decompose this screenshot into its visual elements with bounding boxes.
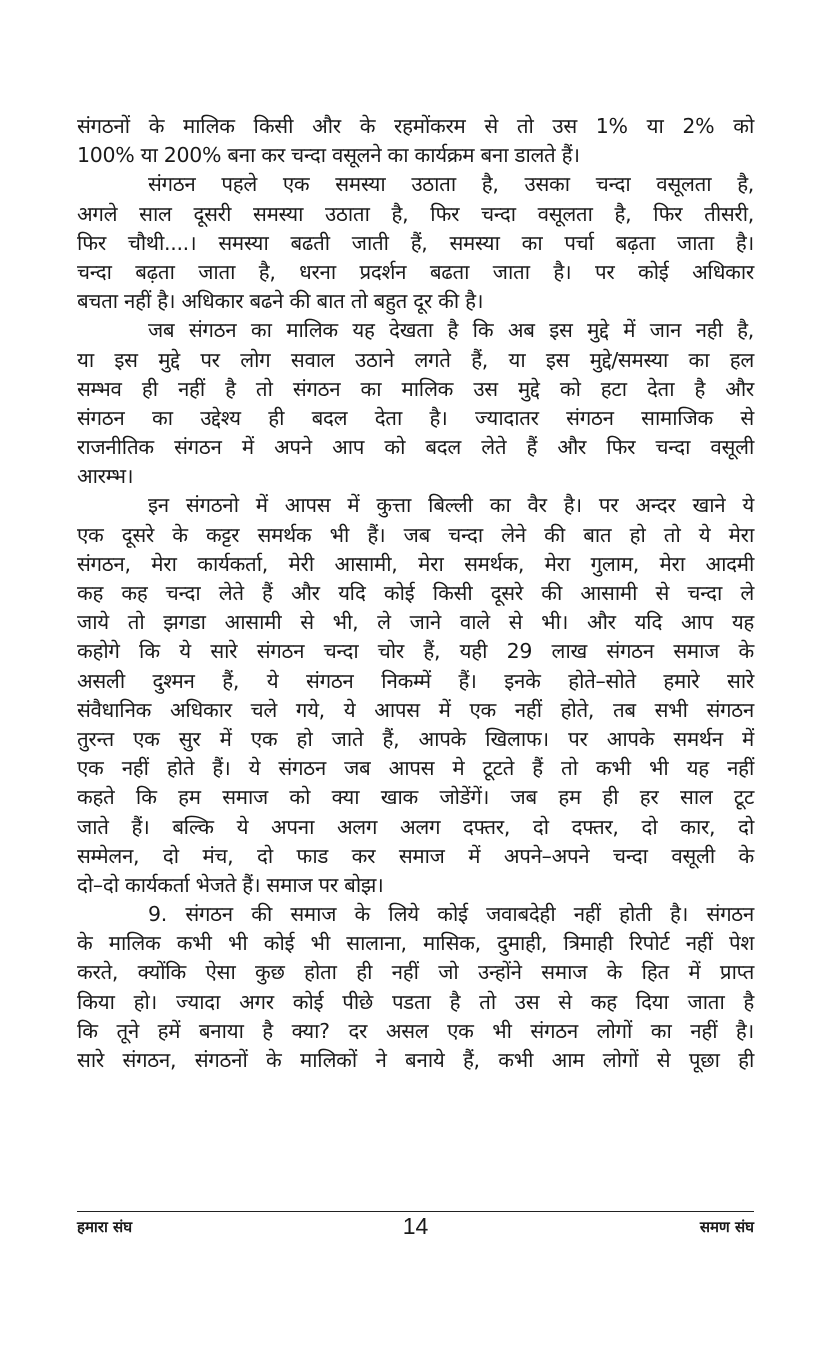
text-line: करते, क्योंकि ऐसा कुछ होता ही नहीं जो उन्होंने समाज के हित में प्राप्त	[77, 960, 754, 985]
text-line: के मालिक कभी भी कोई भी सालाना, मासिक, दुमाही, त्रिमाही रिपोर्ट नहीं पेश	[77, 931, 754, 956]
text-line: अगले साल दूसरी समस्या उठाता है, फिर चन्दा वसूलता है, फिर तीसरी,	[77, 201, 754, 226]
page-footer	[77, 1213, 754, 1245]
text-line: कह कह चन्दा लेते हैं और यदि कोई किसी दूसरे की आसामी से चन्दा ले	[77, 581, 754, 605]
text-line: इन संगठनो में आपस में कुत्ता बिल्ली का वैर है। पर अन्दर खाने ये	[148, 493, 754, 518]
text-line: 9. संगठन की समाज के लिये कोई जवाबदेही नहीं होती है। संगठन	[148, 902, 754, 927]
text-line: जाते हैं। बल्कि ये अपना अलग अलग दफ्तर, दो दफ्तर, दो कार, दो	[77, 814, 754, 839]
footer-divider	[77, 1211, 754, 1212]
page-number: 14	[402, 1213, 429, 1239]
text-line: संगठन का उद्देश्य ही बदल देता है। ज्यादातर संगठन सामाजिक से	[77, 405, 754, 430]
text-line: असली दुश्मन हैं, ये संगठन निकम्में हैं। इनके होते–सोते हमारे सारे	[77, 668, 754, 693]
paragraph-3	[77, 491, 754, 900]
page-body	[77, 112, 754, 1075]
paragraph-1	[77, 170, 754, 316]
paragraph-0	[77, 112, 754, 170]
text-line: एक नहीं होते हैं। ये संगठन जब आपस मे टूटते हैं तो कभी भी यह नहीं	[77, 756, 754, 781]
paragraph-2	[77, 316, 754, 491]
text-line: राजनीतिक संगठन में अपने आप को बदल लेते हैं और फिर चन्दा वसूली	[77, 435, 754, 460]
text-line: दो–दो कार्यकर्ता भेजते हैं। समाज पर बोझ।	[77, 872, 384, 897]
text-line: संवैधानिक अधिकार चले गये, ये आपस में एक नहीं होते, तब सभी संगठन	[77, 697, 754, 722]
text-line: जब संगठन का मालिक यह देखता है कि अब इस मुद्दे में जान नही है,	[148, 318, 754, 343]
paragraph-4	[77, 900, 754, 1075]
text-line: जाये तो झगडा आसामी से भी, ले जाने वाले से भी। और यदि आप यह	[77, 610, 754, 635]
text-line: एक दूसरे के कट्टर समर्थक भी हैं। जब चन्दा लेने की बात हो तो ये मेरा	[77, 522, 754, 547]
text-line: या इस मुद्दे पर लोग सवाल उठाने लगते हैं, या इस मुद्दे/समस्या का हल	[77, 347, 754, 372]
text-line: सम्मेलन, दो मंच, दो फाड कर समाज में अपने–अपने चन्दा वसूली के	[77, 843, 754, 868]
text-line: सम्भव ही नहीं है तो संगठन का मालिक उस मुद्दे को हटा देता है और	[77, 376, 754, 401]
text-line: कि तूने हमें बनाया है क्या? दर असल एक भी संगठन लोगों का नहीं है।	[77, 1018, 754, 1043]
text-line: बचता नहीं है। अधिकार बढने की बात तो बहुत दूर की है।	[77, 289, 484, 314]
text-line: चन्दा बढ़ता जाता है, धरना प्रदर्शन बढता जाता है। पर कोई अधिकार	[77, 259, 754, 284]
footer-left-title: हमारा संघ	[77, 1218, 133, 1236]
text-line: संगठन, मेरा कार्यकर्ता, मेरी आसामी, मेरा समर्थक, मेरा गुलाम, मेरा आदमी	[77, 551, 754, 576]
text-line: सारे संगठन, संगठनों के मालिकों ने बनाये हैं, कभी आम लोगों से पूछा ही	[77, 1048, 754, 1072]
text-line: तुरन्त एक सुर में एक हो जाते हैं, आपके खिलाफ। पर आपके समर्थन में	[77, 726, 754, 751]
text-line: आरम्भ।	[77, 464, 134, 489]
text-line: 100% या 200% बना कर चन्दा वसूलने का कार्यक्रम बना डालते हैं।	[77, 143, 580, 168]
text-line: फिर चौथी....। समस्या बढती जाती हैं, समस्या का पर्चा बढ़ता जाता है।	[77, 230, 754, 255]
text-line: संगठनों के मालिक किसी और के रहमोंकरम से तो उस 1% या 2% को	[77, 114, 754, 138]
footer-right-title: समण संघ	[699, 1218, 754, 1236]
text-line: कहते कि हम समाज को क्या खाक जोडेंगें। जब हम ही हर साल टूट	[77, 785, 754, 810]
text-line: किया हो। ज्यादा अगर कोई पीछे पडता है तो उस से कह दिया जाता है	[77, 989, 754, 1014]
text-line: कहोगे कि ये सारे संगठन चन्दा चोर हैं, यही 29 लाख संगठन समाज के	[77, 639, 754, 664]
text-line: संगठन पहले एक समस्या उठाता है, उसका चन्दा वसूलता है,	[148, 172, 754, 197]
